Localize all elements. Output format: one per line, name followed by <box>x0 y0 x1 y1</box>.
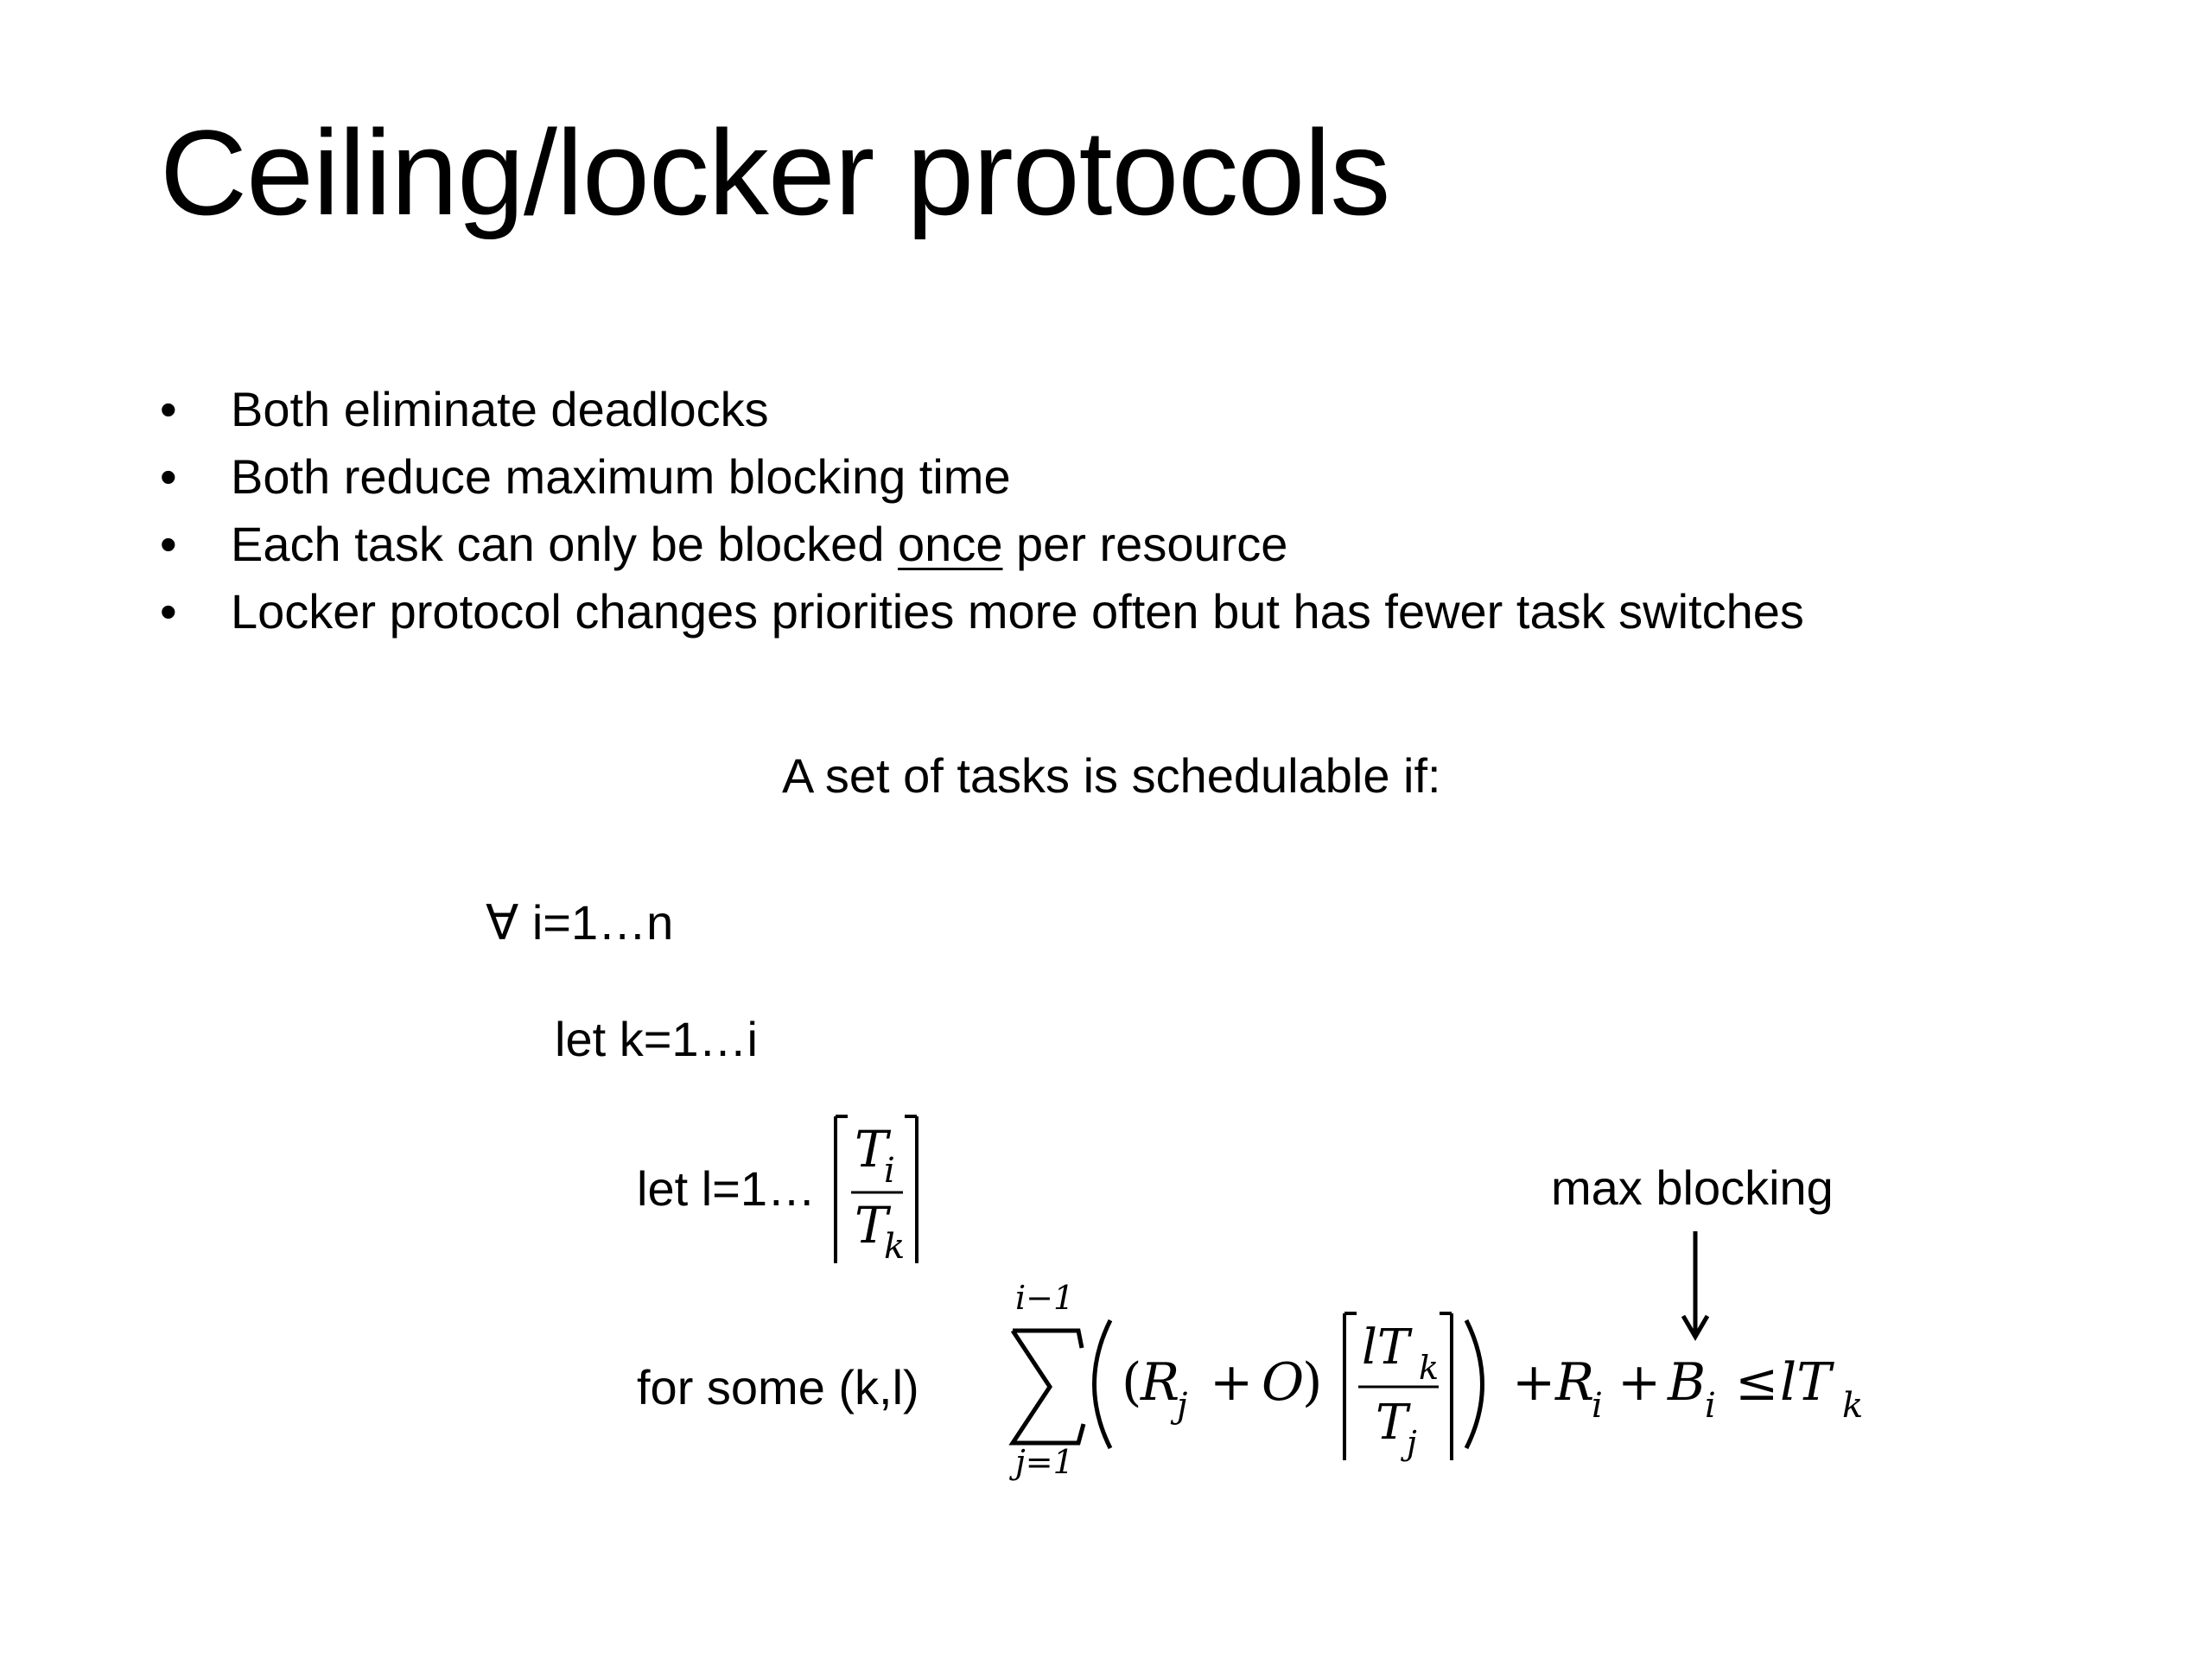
bullet-dot: • <box>160 382 177 436</box>
inner-den: T <box>1376 1395 1408 1451</box>
frac-num: T <box>855 1120 888 1179</box>
o-symbol: O <box>1262 1352 1305 1413</box>
frac-den-sub: k <box>884 1227 906 1267</box>
bullet-dot: • <box>160 517 177 571</box>
bi-sub: i <box>1705 1386 1716 1426</box>
bullet-text-post: per resource <box>1002 517 1288 571</box>
sigma-icon <box>1013 1331 1084 1443</box>
bullet-item <box>160 376 1804 443</box>
forall-line: ∀ i=1…n <box>486 895 674 950</box>
bullet-text-pre: Each task can only be blocked <box>231 517 899 571</box>
r-symbol: R <box>1141 1352 1180 1413</box>
inner-num-sub: k <box>1419 1349 1440 1387</box>
let-l-line: let l=1… <box>637 1161 816 1216</box>
plus-sign-2: + <box>1512 1352 1556 1413</box>
bullet-list <box>160 376 1804 645</box>
for-some-line: for some (k,l) <box>637 1360 919 1414</box>
inner-den-sub: j <box>1407 1424 1417 1462</box>
close-paren: ) <box>1302 1352 1323 1413</box>
plus-sign-3: + <box>1618 1352 1662 1413</box>
ri-sub: i <box>1592 1386 1603 1426</box>
bullet-item <box>160 511 1804 578</box>
sum-lower-limit: j=1 <box>1015 1443 1074 1481</box>
inner-num: lT <box>1362 1319 1410 1376</box>
ceiling-fraction-ti-tk <box>825 1115 929 1266</box>
bullet-text: Locker protocol changes priorities more often but has fewer task switches <box>231 584 1804 639</box>
schedulability-formula <box>1002 1279 1884 1486</box>
bullet-dot: • <box>160 449 177 504</box>
max-blocking-label: max blocking <box>1551 1160 1834 1215</box>
rhs-symbol: lT <box>1780 1352 1832 1413</box>
bullet-item <box>160 443 1804 511</box>
r-sub: j <box>1177 1386 1188 1426</box>
sum-upper-limit: i−1 <box>1015 1279 1075 1317</box>
frac-num-sub: i <box>884 1151 895 1191</box>
let-k-line: let k=1…i <box>555 1012 758 1066</box>
leq-sign: ≤ <box>1735 1352 1779 1413</box>
frac-den: T <box>855 1196 888 1255</box>
rhs-sub: k <box>1842 1386 1864 1426</box>
bullet-text: Both reduce maximum blocking time <box>231 449 1011 504</box>
slide-title: Ceiling/locker protocols <box>160 105 1390 240</box>
open-paren: ( <box>1122 1352 1142 1413</box>
plus-sign: + <box>1210 1352 1254 1413</box>
schedulability-heading: A set of tasks is schedulable if: <box>782 748 1441 803</box>
ri-symbol: R <box>1555 1352 1595 1413</box>
bullet-text-underlined: once <box>898 517 1003 571</box>
bi-symbol: B <box>1668 1352 1707 1413</box>
bullet-text: Both eliminate deadlocks <box>231 382 769 436</box>
bullet-dot: • <box>160 584 177 639</box>
bullet-item <box>160 578 1804 645</box>
